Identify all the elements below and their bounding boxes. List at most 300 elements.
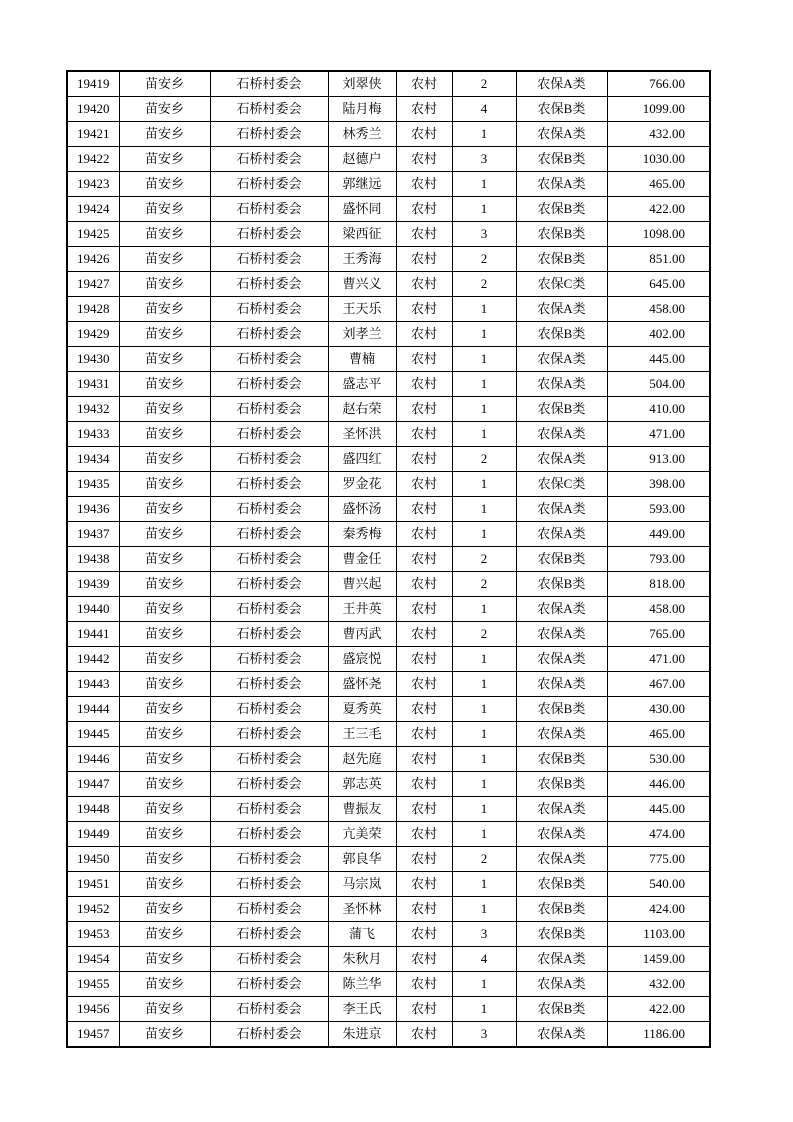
cell-township: 苗安乡 [119,97,210,122]
cell-insurance-category: 农保A类 [516,722,607,747]
cell-residence-type: 农村 [396,622,452,647]
cell-residence-type: 农村 [396,197,452,222]
cell-township: 苗安乡 [119,772,210,797]
cell-insurance-category: 农保A类 [516,422,607,447]
cell-village-committee: 石桥村委会 [210,547,328,572]
cell-person-count: 4 [452,97,516,122]
cell-person-name: 盛宸悦 [328,647,396,672]
cell-residence-type: 农村 [396,272,452,297]
cell-village-committee: 石桥村委会 [210,822,328,847]
cell-insurance-category: 农保B类 [516,697,607,722]
data-table [66,70,711,1048]
cell-amount: 430.00 [607,697,710,722]
cell-record-id: 19443 [67,672,119,697]
cell-record-id: 19431 [67,372,119,397]
cell-insurance-category: 农保A类 [516,372,607,397]
cell-residence-type: 农村 [396,847,452,872]
cell-residence-type: 农村 [396,447,452,472]
cell-record-id: 19451 [67,872,119,897]
cell-insurance-category: 农保B类 [516,197,607,222]
cell-township: 苗安乡 [119,497,210,522]
table-row [67,1022,710,1048]
table-row [67,97,710,122]
cell-record-id: 19426 [67,247,119,272]
cell-township: 苗安乡 [119,747,210,772]
cell-residence-type: 农村 [396,71,452,97]
cell-record-id: 19445 [67,722,119,747]
cell-record-id: 19449 [67,822,119,847]
cell-residence-type: 农村 [396,547,452,572]
cell-amount: 593.00 [607,497,710,522]
cell-township: 苗安乡 [119,172,210,197]
cell-insurance-category: 农保A类 [516,672,607,697]
cell-person-name: 秦秀梅 [328,522,396,547]
cell-person-name: 曹兴起 [328,572,396,597]
cell-insurance-category: 农保A类 [516,972,607,997]
cell-record-id: 19438 [67,547,119,572]
table-row [67,122,710,147]
cell-village-committee: 石桥村委会 [210,372,328,397]
cell-village-committee: 石桥村委会 [210,397,328,422]
cell-amount: 445.00 [607,347,710,372]
cell-person-name: 盛怀同 [328,197,396,222]
cell-township: 苗安乡 [119,672,210,697]
cell-insurance-category: 农保A类 [516,822,607,847]
cell-person-count: 2 [452,547,516,572]
table-row [67,372,710,397]
cell-amount: 398.00 [607,472,710,497]
cell-record-id: 19452 [67,897,119,922]
cell-insurance-category: 农保C类 [516,272,607,297]
table-row [67,172,710,197]
cell-residence-type: 农村 [396,922,452,947]
cell-amount: 402.00 [607,322,710,347]
cell-residence-type: 农村 [396,97,452,122]
cell-residence-type: 农村 [396,797,452,822]
cell-person-count: 1 [452,122,516,147]
cell-village-committee: 石桥村委会 [210,772,328,797]
cell-person-name: 王秀海 [328,247,396,272]
cell-record-id: 19444 [67,697,119,722]
cell-insurance-category: 农保A类 [516,297,607,322]
table-row [67,497,710,522]
cell-person-name: 曹金任 [328,547,396,572]
cell-village-committee: 石桥村委会 [210,922,328,947]
cell-village-committee: 石桥村委会 [210,447,328,472]
cell-person-name: 曹楠 [328,347,396,372]
cell-township: 苗安乡 [119,122,210,147]
cell-insurance-category: 农保B类 [516,897,607,922]
cell-person-name: 陈兰华 [328,972,396,997]
cell-person-name: 罗金花 [328,472,396,497]
cell-record-id: 19440 [67,597,119,622]
cell-person-name: 朱秋月 [328,947,396,972]
cell-amount: 449.00 [607,522,710,547]
cell-person-count: 1 [452,822,516,847]
cell-person-count: 3 [452,147,516,172]
table-row [67,522,710,547]
cell-amount: 766.00 [607,71,710,97]
cell-village-committee: 石桥村委会 [210,297,328,322]
cell-person-count: 1 [452,322,516,347]
cell-record-id: 19437 [67,522,119,547]
cell-amount: 504.00 [607,372,710,397]
cell-person-name: 夏秀英 [328,697,396,722]
cell-township: 苗安乡 [119,422,210,447]
cell-residence-type: 农村 [396,897,452,922]
cell-insurance-category: 农保A类 [516,797,607,822]
cell-person-count: 2 [452,247,516,272]
cell-person-count: 2 [452,622,516,647]
cell-township: 苗安乡 [119,647,210,672]
cell-village-committee: 石桥村委会 [210,647,328,672]
cell-person-name: 郭志英 [328,772,396,797]
cell-person-name: 曹振友 [328,797,396,822]
cell-residence-type: 农村 [396,297,452,322]
cell-insurance-category: 农保A类 [516,847,607,872]
cell-record-id: 19425 [67,222,119,247]
cell-amount: 540.00 [607,872,710,897]
cell-amount: 422.00 [607,197,710,222]
cell-amount: 458.00 [607,297,710,322]
cell-residence-type: 农村 [396,772,452,797]
cell-amount: 474.00 [607,822,710,847]
cell-record-id: 19446 [67,747,119,772]
cell-person-count: 1 [452,172,516,197]
cell-person-count: 2 [452,572,516,597]
cell-insurance-category: 农保A类 [516,447,607,472]
cell-insurance-category: 农保B类 [516,247,607,272]
cell-residence-type: 农村 [396,672,452,697]
cell-amount: 446.00 [607,772,710,797]
cell-residence-type: 农村 [396,947,452,972]
cell-person-count: 1 [452,722,516,747]
cell-village-committee: 石桥村委会 [210,247,328,272]
cell-amount: 913.00 [607,447,710,472]
cell-insurance-category: 农保B类 [516,872,607,897]
table-row [67,947,710,972]
table-row [67,622,710,647]
cell-amount: 422.00 [607,997,710,1022]
cell-amount: 818.00 [607,572,710,597]
cell-person-name: 李王氏 [328,997,396,1022]
cell-person-name: 蒲飞 [328,922,396,947]
cell-insurance-category: 农保B类 [516,572,607,597]
cell-township: 苗安乡 [119,972,210,997]
cell-insurance-category: 农保B类 [516,147,607,172]
cell-record-id: 19428 [67,297,119,322]
cell-amount: 765.00 [607,622,710,647]
table-row [67,672,710,697]
cell-residence-type: 农村 [396,722,452,747]
cell-residence-type: 农村 [396,247,452,272]
cell-record-id: 19455 [67,972,119,997]
cell-village-committee: 石桥村委会 [210,572,328,597]
cell-person-count: 1 [452,522,516,547]
cell-insurance-category: 农保B类 [516,547,607,572]
cell-person-count: 1 [452,672,516,697]
cell-village-committee: 石桥村委会 [210,497,328,522]
table-row [67,572,710,597]
table-row [67,647,710,672]
table-row [67,722,710,747]
cell-residence-type: 农村 [396,572,452,597]
cell-residence-type: 农村 [396,222,452,247]
cell-village-committee: 石桥村委会 [210,847,328,872]
cell-insurance-category: 农保A类 [516,647,607,672]
cell-township: 苗安乡 [119,897,210,922]
cell-insurance-category: 农保B类 [516,997,607,1022]
cell-person-count: 3 [452,1022,516,1048]
cell-township: 苗安乡 [119,71,210,97]
cell-village-committee: 石桥村委会 [210,697,328,722]
cell-township: 苗安乡 [119,547,210,572]
table-row [67,597,710,622]
cell-village-committee: 石桥村委会 [210,897,328,922]
cell-residence-type: 农村 [396,822,452,847]
cell-person-count: 1 [452,397,516,422]
cell-amount: 851.00 [607,247,710,272]
cell-village-committee: 石桥村委会 [210,272,328,297]
cell-village-committee: 石桥村委会 [210,1022,328,1048]
cell-amount: 1459.00 [607,947,710,972]
cell-amount: 1098.00 [607,222,710,247]
cell-amount: 1186.00 [607,1022,710,1048]
cell-person-count: 1 [452,872,516,897]
table-row [67,897,710,922]
table-row [67,222,710,247]
cell-amount: 467.00 [607,672,710,697]
table-row [67,697,710,722]
cell-record-id: 19454 [67,947,119,972]
cell-person-count: 1 [452,972,516,997]
cell-residence-type: 农村 [396,522,452,547]
cell-residence-type: 农村 [396,472,452,497]
cell-person-count: 1 [452,297,516,322]
cell-residence-type: 农村 [396,347,452,372]
cell-record-id: 19429 [67,322,119,347]
table-row [67,197,710,222]
cell-township: 苗安乡 [119,222,210,247]
cell-amount: 458.00 [607,597,710,622]
cell-record-id: 19453 [67,922,119,947]
cell-village-committee: 石桥村委会 [210,972,328,997]
cell-amount: 471.00 [607,422,710,447]
cell-record-id: 19456 [67,997,119,1022]
cell-village-committee: 石桥村委会 [210,947,328,972]
cell-insurance-category: 农保B类 [516,747,607,772]
cell-person-name: 亢美荣 [328,822,396,847]
cell-residence-type: 农村 [396,172,452,197]
table-row [67,272,710,297]
cell-record-id: 19457 [67,1022,119,1048]
cell-insurance-category: 农保B类 [516,322,607,347]
cell-township: 苗安乡 [119,622,210,647]
cell-person-name: 盛四红 [328,447,396,472]
cell-residence-type: 农村 [396,497,452,522]
cell-residence-type: 农村 [396,597,452,622]
table-row [67,797,710,822]
table-row [67,472,710,497]
cell-village-committee: 石桥村委会 [210,97,328,122]
table-row [67,422,710,447]
cell-person-count: 1 [452,497,516,522]
cell-person-count: 1 [452,797,516,822]
cell-insurance-category: 农保A类 [516,1022,607,1048]
cell-township: 苗安乡 [119,297,210,322]
cell-person-count: 3 [452,922,516,947]
cell-village-committee: 石桥村委会 [210,71,328,97]
cell-amount: 1103.00 [607,922,710,947]
cell-village-committee: 石桥村委会 [210,472,328,497]
cell-record-id: 19441 [67,622,119,647]
cell-person-count: 1 [452,772,516,797]
cell-person-name: 林秀兰 [328,122,396,147]
cell-record-id: 19419 [67,71,119,97]
cell-person-count: 1 [452,597,516,622]
cell-village-committee: 石桥村委会 [210,172,328,197]
cell-person-count: 1 [452,997,516,1022]
cell-amount: 432.00 [607,122,710,147]
cell-township: 苗安乡 [119,847,210,872]
cell-record-id: 19432 [67,397,119,422]
cell-township: 苗安乡 [119,872,210,897]
cell-township: 苗安乡 [119,922,210,947]
table-row [67,872,710,897]
table-row [67,71,710,97]
table-row [67,297,710,322]
cell-village-committee: 石桥村委会 [210,722,328,747]
cell-record-id: 19450 [67,847,119,872]
cell-residence-type: 农村 [396,322,452,347]
table-row [67,347,710,372]
cell-person-name: 盛怀尧 [328,672,396,697]
cell-record-id: 19433 [67,422,119,447]
cell-person-name: 王井英 [328,597,396,622]
table-body [67,71,710,1047]
cell-person-count: 1 [452,747,516,772]
cell-person-count: 1 [452,647,516,672]
cell-person-name: 赵先庭 [328,747,396,772]
cell-village-committee: 石桥村委会 [210,597,328,622]
cell-record-id: 19442 [67,647,119,672]
cell-residence-type: 农村 [396,422,452,447]
table-row [67,447,710,472]
cell-township: 苗安乡 [119,572,210,597]
cell-insurance-category: 农保A类 [516,622,607,647]
cell-amount: 471.00 [607,647,710,672]
cell-township: 苗安乡 [119,1022,210,1048]
cell-amount: 645.00 [607,272,710,297]
cell-person-name: 王天乐 [328,297,396,322]
cell-insurance-category: 农保A类 [516,347,607,372]
cell-record-id: 19436 [67,497,119,522]
cell-person-count: 2 [452,71,516,97]
cell-residence-type: 农村 [396,397,452,422]
cell-person-name: 王三毛 [328,722,396,747]
cell-village-committee: 石桥村委会 [210,322,328,347]
cell-person-name: 盛志平 [328,372,396,397]
cell-village-committee: 石桥村委会 [210,522,328,547]
cell-village-committee: 石桥村委会 [210,222,328,247]
cell-village-committee: 石桥村委会 [210,147,328,172]
table-row [67,397,710,422]
cell-record-id: 19430 [67,347,119,372]
cell-residence-type: 农村 [396,147,452,172]
cell-person-count: 2 [452,847,516,872]
cell-amount: 432.00 [607,972,710,997]
table-row [67,997,710,1022]
cell-residence-type: 农村 [396,972,452,997]
cell-person-count: 4 [452,947,516,972]
cell-township: 苗安乡 [119,397,210,422]
cell-township: 苗安乡 [119,522,210,547]
cell-insurance-category: 农保A类 [516,597,607,622]
cell-insurance-category: 农保B类 [516,922,607,947]
cell-record-id: 19420 [67,97,119,122]
cell-township: 苗安乡 [119,472,210,497]
cell-person-name: 郭良华 [328,847,396,872]
cell-residence-type: 农村 [396,647,452,672]
cell-record-id: 19421 [67,122,119,147]
cell-person-count: 2 [452,272,516,297]
cell-person-count: 1 [452,472,516,497]
cell-person-count: 3 [452,222,516,247]
cell-township: 苗安乡 [119,197,210,222]
cell-insurance-category: 农保B类 [516,97,607,122]
cell-person-name: 郭继远 [328,172,396,197]
cell-residence-type: 农村 [396,747,452,772]
cell-person-count: 1 [452,197,516,222]
table-row [67,247,710,272]
cell-record-id: 19435 [67,472,119,497]
table-row [67,822,710,847]
cell-township: 苗安乡 [119,372,210,397]
cell-village-committee: 石桥村委会 [210,797,328,822]
cell-amount: 1099.00 [607,97,710,122]
cell-record-id: 19424 [67,197,119,222]
cell-amount: 1030.00 [607,147,710,172]
cell-residence-type: 农村 [396,1022,452,1048]
cell-person-name: 圣怀洪 [328,422,396,447]
cell-residence-type: 农村 [396,122,452,147]
cell-village-committee: 石桥村委会 [210,747,328,772]
cell-township: 苗安乡 [119,272,210,297]
cell-amount: 445.00 [607,797,710,822]
cell-township: 苗安乡 [119,947,210,972]
cell-insurance-category: 农保B类 [516,397,607,422]
cell-township: 苗安乡 [119,822,210,847]
cell-person-name: 刘孝兰 [328,322,396,347]
cell-township: 苗安乡 [119,147,210,172]
cell-person-name: 刘翠侠 [328,71,396,97]
cell-village-committee: 石桥村委会 [210,672,328,697]
cell-township: 苗安乡 [119,722,210,747]
cell-township: 苗安乡 [119,697,210,722]
cell-amount: 793.00 [607,547,710,572]
table-row [67,847,710,872]
cell-person-name: 曹兴义 [328,272,396,297]
cell-village-committee: 石桥村委会 [210,422,328,447]
table-row [67,322,710,347]
cell-record-id: 19447 [67,772,119,797]
cell-township: 苗安乡 [119,447,210,472]
cell-village-committee: 石桥村委会 [210,622,328,647]
cell-insurance-category: 农保A类 [516,71,607,97]
cell-amount: 465.00 [607,722,710,747]
cell-residence-type: 农村 [396,997,452,1022]
table-row [67,772,710,797]
